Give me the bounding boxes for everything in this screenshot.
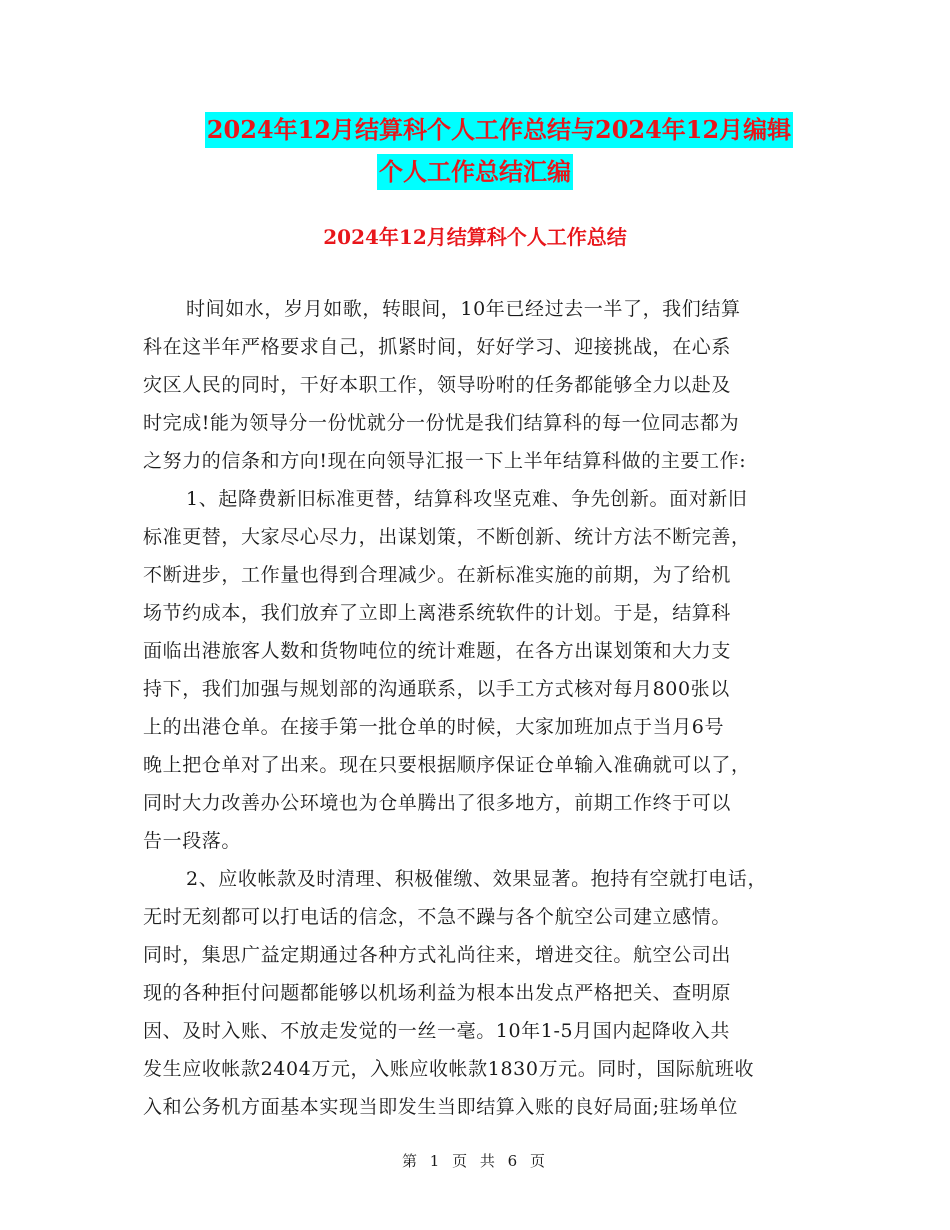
paragraph-line: 之努力的信条和方向!现在向领导汇报一下上半年结算科做的主要工作: bbox=[143, 450, 747, 472]
paragraph-line: 发生应收帐款2404万元，入账应收帐款1830万元。同时，国际航班收 bbox=[143, 1058, 755, 1080]
section-heading: 2024年12月结算科个人工作总结 bbox=[323, 225, 627, 249]
paragraph-line: 上的出港仓单。在接手第一批仓单的时候，大家加班加点于当月6号 bbox=[143, 716, 725, 738]
paragraph-line: 无时无刻都可以打电话的信念，不急不躁与各个航空公司建立感情。 bbox=[143, 906, 732, 928]
paragraph-line: 因、及时入账、不放走发觉的一丝一毫。10年1-5月国内起降收入共 bbox=[143, 1020, 730, 1042]
paragraph-line: 晚上把仓单对了出来。现在只要根据顺序保证仓单输入准确就可以了， bbox=[143, 754, 751, 776]
paragraph-line: 灾区人民的同时，干好本职工作，领导吩咐的任务都能够全力以赴及 bbox=[143, 374, 732, 396]
body-text bbox=[143, 290, 823, 1126]
paragraph-line: 持下，我们加强与规划部的沟通联系，以手工方式核对每月800张以 bbox=[143, 678, 730, 700]
title-line-1: 2024年12月结算科个人工作总结与2024年12月编辑 bbox=[205, 112, 793, 148]
paragraph-line: 2、应收帐款及时清理、积极催缴、效果显著。抱持有空就打电话， bbox=[186, 868, 768, 890]
paragraph-line: 不断进步，工作量也得到合理减少。在新标准实施的前期，为了给机 bbox=[143, 564, 732, 586]
paragraph-line: 面临出港旅客人数和货物吨位的统计难题，在各方出谋划策和大力支 bbox=[143, 640, 732, 662]
paragraph-line: 场节约成本，我们放弃了立即上离港系统软件的计划。于是，结算科 bbox=[143, 602, 732, 624]
paragraph-line: 标准更替，大家尽心尽力，出谋划策，不断创新、统计方法不断完善， bbox=[143, 526, 751, 548]
paragraph-line: 科在这半年严格要求自己，抓紧时间，好好学习、迎接挑战，在心系 bbox=[143, 336, 732, 358]
paragraph-line: 同时，集思广益定期通过各种方式礼尚往来，增进交往。航空公司出 bbox=[143, 944, 732, 966]
document-title bbox=[0, 112, 950, 190]
paragraph-line: 同时大力改善办公环境也为仓单腾出了很多地方，前期工作终于可以 bbox=[143, 792, 732, 814]
paragraph-line: 告一段落。 bbox=[143, 830, 242, 852]
paragraph-line: 1、起降费新旧标准更替，结算科攻坚克难、争先创新。面对新旧 bbox=[186, 488, 748, 510]
page-footer: 第 1 页 共 6 页 bbox=[402, 1152, 548, 1170]
paragraph-line: 现的各种拒付问题都能够以机场利益为根本出发点严格把关、查明原 bbox=[143, 982, 732, 1004]
paragraph-line: 时间如水，岁月如歌，转眼间，10年已经过去一半了，我们结算 bbox=[186, 298, 741, 320]
paragraph-line: 时完成!能为领导分一份忧就分一份忧是我们结算科的每一位同志都为 bbox=[143, 412, 740, 434]
title-line-2: 个人工作总结汇编 bbox=[377, 154, 573, 190]
paragraph-line: 入和公务机方面基本实现当即发生当即结算入账的良好局面;驻场单位 bbox=[143, 1096, 739, 1118]
